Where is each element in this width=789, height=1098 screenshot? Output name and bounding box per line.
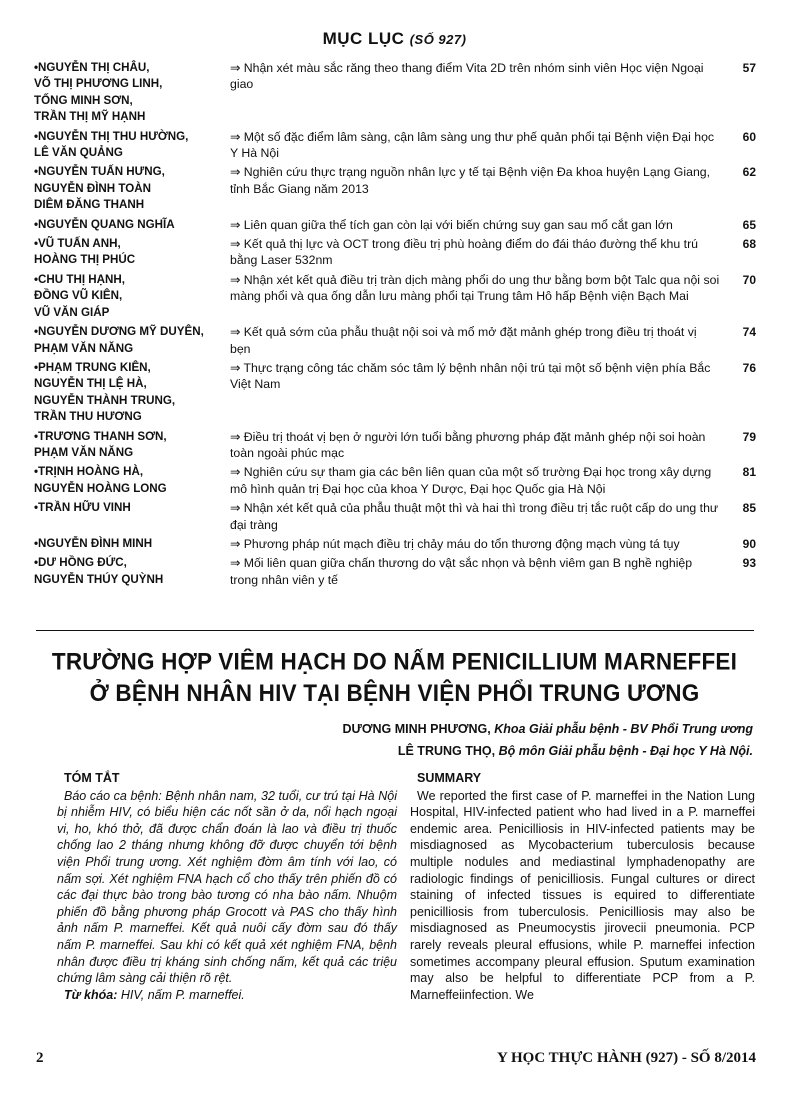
toc-author-line: •TRẦN HỮU VINH (34, 501, 131, 515)
toc-entry-page: 70 (742, 272, 756, 287)
toc-entry-page: 76 (742, 360, 756, 375)
abstract-vi-heading: TÓM TẮT (64, 771, 120, 785)
toc-entry-page: 81 (742, 465, 756, 480)
toc-entry-title: ⇒ Một số đặc điểm lâm sàng, cận lâm sàng ung thư phế quản phổi tại Bệnh viện Đại học Y Hà Nội (230, 129, 715, 161)
abstract-english (410, 770, 755, 1003)
toc-entry-authors (34, 555, 230, 588)
toc-entry-authors (34, 360, 230, 426)
toc-author-line: DIÊM ĐĂNG THANH (34, 198, 145, 212)
toc-entry-page: 62 (742, 165, 756, 180)
keywords-label: Từ khóa: (64, 987, 118, 1002)
toc-entry-page: 60 (742, 129, 756, 144)
toc-entry-authors (34, 236, 230, 269)
summary-heading: SUMMARY (417, 771, 482, 785)
article-title-line-2: Ở BỆNH NHÂN HIV TẠI BỆNH VIỆN PHỔI TRUNG ƯƠNG (89, 680, 700, 707)
journal-issue: Y HỌC THỰC HÀNH (927) - SỐ 8/2014 (496, 1050, 756, 1066)
toc-entry (34, 164, 756, 213)
toc-entry-authors (34, 324, 230, 357)
toc-entry-page: 90 (742, 536, 756, 551)
toc-entry (34, 464, 756, 497)
toc-author-line: LÊ VĂN QUẢNG (34, 146, 123, 160)
toc-author-line: NGUYỄN HOÀNG LONG (34, 481, 167, 495)
toc-author-line: NGUYỄN THÚY QUỲNH (34, 572, 164, 586)
toc-entry-authors (34, 217, 230, 233)
toc-author-line: VŨ VĂN GIÁP (34, 305, 110, 319)
toc-entry-title: ⇒ Nhận xét kết quả của phẫu thuật một thì và hai thì trong điều trị tắc ruột cấp do ung thư đại tràng (230, 501, 719, 532)
toc-entry-authors (34, 536, 230, 552)
toc-author-line: ĐỒNG VŨ KIÊN, (34, 289, 123, 303)
article-authors (153, 718, 753, 762)
toc-author-line: PHẠM VĂN NĂNG (34, 445, 134, 459)
toc-author-line: NGUYỄN THỊ LỆ HÀ, (34, 377, 147, 391)
toc-author-line: •CHU THỊ HẠNH, (34, 272, 126, 286)
article-title (0, 647, 789, 710)
toc-author-line: TỐNG MINH SƠN, (34, 93, 133, 107)
toc-entry (34, 217, 756, 233)
author-2-name: LÊ TRUNG THỌ, (397, 744, 496, 758)
toc-author-line: •VŨ TUẤN ANH, (34, 237, 121, 251)
page-number: 2 (36, 1050, 44, 1066)
toc-entry (34, 555, 756, 588)
toc-entry-title: ⇒ Nhận xét kết quả điều trị tràn dịch màng phổi do ung thư bằng bơm bột Talc qua nội soi màng phổi và qua ống dẫn lưu màng phổi tại Trung tâm Hô hấp Bệnh viện Bạch Mai (230, 272, 720, 304)
toc-author-line: •NGUYỄN TUẤN HƯNG, (34, 165, 165, 179)
toc-title-text: MỤC LỤC (322, 29, 405, 48)
toc-entry-authors (34, 164, 230, 213)
toc-author-line: •NGUYỄN ĐÌNH MINH (34, 536, 153, 550)
toc-entry-authors (34, 129, 230, 162)
author-2-affiliation: Bộ môn Giải phẫu bệnh - Đại học Y Hà Nội. (498, 744, 753, 758)
toc-entry-page: 57 (742, 61, 756, 75)
toc-entry-page: 65 (742, 217, 756, 232)
toc-author-line: •NGUYỄN QUANG NGHĨA (34, 217, 175, 231)
article-title-line-1: TRƯỜNG HỢP VIÊM HẠCH DO NẤM PENICILLIUM MARNEFFEI (51, 648, 738, 675)
toc-entry (34, 129, 756, 162)
toc-entry-title: ⇒ Kết quả thị lực và OCT trong điều trị phù hoàng điểm do đái tháo đường thể khu trú bằng Laser 532nm (230, 237, 699, 268)
toc-entry-title: ⇒ Mối liên quan giữa chấn thương do vật sắc nhọn và bệnh viêm gan B nghề nghiệp trong nhân viên y tế (230, 556, 693, 587)
toc-author-line: •NGUYỄN THỊ THU HƯỜNG, (34, 129, 189, 143)
keywords-value: HIV, nấm P. marneffei. (120, 987, 245, 1002)
toc-author-line: TRẦN THU HƯƠNG (34, 410, 142, 424)
toc-entry-title: ⇒ Nghiên cứu sự tham gia các bên liên quan của một số trường Đại học trong xây dựng mô hình quản trị Đại học của khoa Y Dược, Đại học Quốc gia Hà Nội (230, 465, 712, 496)
toc-entry (34, 360, 756, 426)
table-of-contents (34, 60, 756, 591)
toc-entry-page: 85 (742, 501, 756, 516)
summary-body: We reported the first case of P. marneffei in the Nation Lung Hospital, HIV-infected patient who had lived in a P. marneffei endemic area. Penicilliosis in HIV-infected patients may be misdiagnosed as Mycobacterium tuberculosis because multiple nodules and mediastinal lymphadenopathy are radiologic findings of penicilliosis. Fungal cultures or direct staining of infected tissues is equired to differentiate penicilliosis from tuberculosis. Penicilliosis may also be misdiagnosed as Pneumocystis jirovecii pneumonia. PCP rarely reveals pleural effusions, while P. marneffei infection sometimes accompany pleural effusion. Sputum examination may also be helpful to differentiate PCP from a P. Marneffeiinfection. We (410, 788, 755, 1002)
author-1-affiliation: Khoa Giải phẫu bệnh - BV Phổi Trung ương (494, 722, 753, 736)
toc-entry-title: ⇒ Kết quả sớm của phẫu thuật nội soi và mổ mở đặt mảnh ghép trong điều trị thoát vị bẹn (230, 325, 697, 356)
toc-entry (34, 324, 756, 357)
toc-entry-authors (34, 464, 230, 497)
author-2 (153, 740, 753, 762)
toc-author-line: HOÀNG THỊ PHÚC (34, 253, 136, 267)
toc-title (0, 29, 789, 49)
toc-author-line: •TRƯƠNG THANH SƠN, (34, 429, 167, 443)
toc-entry-authors (34, 500, 230, 516)
toc-issue: (SỐ 927) (409, 32, 467, 47)
toc-entry-page: 68 (742, 237, 756, 252)
toc-entry (34, 60, 756, 126)
toc-entry (34, 236, 756, 269)
toc-entry (34, 429, 756, 462)
toc-author-line: VÕ THỊ PHƯƠNG LINH, (34, 77, 163, 91)
author-1-name: DƯƠNG MINH PHƯƠNG, (342, 722, 491, 736)
toc-entry (34, 272, 756, 321)
toc-author-line: PHẠM VĂN NĂNG (34, 341, 134, 355)
toc-entry-title: ⇒ Nhận xét màu sắc răng theo thang điểm Vita 2D trên nhóm sinh viên Học viện Ngoại giao (230, 61, 704, 92)
toc-author-line: NGUYỄN THÀNH TRUNG, (34, 393, 176, 407)
toc-author-line: •DƯ HỒNG ĐỨC, (34, 556, 127, 570)
toc-author-line: NGUYỄN ĐÌNH TOÀN (34, 181, 152, 195)
toc-author-line: TRẦN THỊ MỸ HẠNH (34, 110, 146, 124)
toc-entry-authors (34, 429, 230, 462)
toc-entry-page: 79 (742, 429, 756, 444)
toc-entry-title: ⇒ Phương pháp nút mạch điều trị chảy máu do tổn thương động mạch vùng tá tụy (230, 536, 680, 551)
abstract-vietnamese (57, 770, 397, 1003)
section-divider (36, 630, 754, 631)
toc-entry-authors (34, 60, 230, 126)
toc-entry-page: 74 (742, 325, 756, 340)
toc-entry (34, 536, 756, 552)
keywords (57, 987, 397, 1004)
toc-entry-authors (34, 272, 230, 321)
toc-entry-title: ⇒ Nghiên cứu thực trạng nguồn nhân lực y tế tại Bệnh viện Đa khoa huyện Lạng Giang, tỉnh Bắc Giang năm 2013 (230, 165, 711, 196)
author-1 (153, 718, 753, 740)
toc-entry-title: ⇒ Thực trạng công tác chăm sóc tâm lý bệnh nhân nội trú tại một số bệnh viện phía Bắc Việt Nam (230, 360, 711, 392)
toc-entry (34, 500, 756, 533)
toc-author-line: •TRỊNH HOÀNG HÀ, (34, 465, 144, 479)
toc-author-line: •NGUYỄN DƯƠNG MỸ DUYÊN, (34, 325, 204, 339)
abstract-vi-body: Báo cáo ca bệnh: Bệnh nhân nam, 32 tuổi, cư trú tại Hà Nội bị nhiễm HIV, có biểu hiện các nốt sần ở da, nổi hạch ngoại vi, ho, khó thở, đã được chẩn đoán là lao và điều trị thuốc chống lao 2 tháng nhưng không đỡ được chuyển tới bệnh viện Phổi trung ương. Xét nghiệm đờm âm tính với lao, có nấm sợi. Xét nghiệm FNA hạch cổ cho thấy trên phiến đồ có các đại thực bào trong bào tương có nha bào nấm. Nhuộm phiến đồ bằng phương pháp Grocott và PAS cho thấy hình ảnh nấm P. marneffei. Kết quả nuôi cấy đờm sau đó thấy nấm P. marneffei. Sau khi có kết quả xét nghiệm FNA, bệnh nhân được điều trị kháng sinh chống nấm, kết quả các triệu chứng lâm sàng cải thiện rõ rệt. (57, 788, 397, 986)
toc-entry-page: 93 (742, 556, 756, 571)
toc-entry-title: ⇒ Liên quan giữa thể tích gan còn lại với biến chứng suy gan sau mổ cắt gan lớn (230, 217, 673, 232)
toc-author-line: •PHẠM TRUNG KIÊN, (34, 360, 151, 374)
toc-entry-title: ⇒ Điều trị thoát vị bẹn ở người lớn tuổi bằng phương pháp đặt mảnh ghép nội soi hoàn toàn ngoài phúc mạc (230, 429, 706, 460)
toc-author-line: •NGUYỄN THỊ CHÂU, (34, 61, 150, 74)
